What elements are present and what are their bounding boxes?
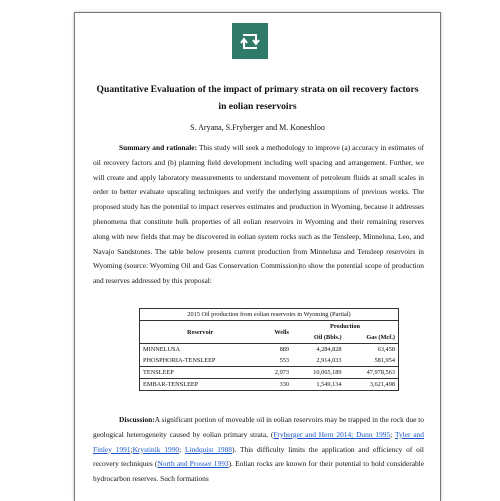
cell-reservoir: MINNELUSA: [140, 344, 261, 356]
summary-text: This study will seek a methodology to improve (a) accuracy in estimates of oil recovery factors and (b) planning field development including well spacing and arrangement. Further, we will create and apply laboratory measurements to understand movement of petroleum fluids at small scales in order to better evaluate upscaling techniques and verify the underlying assumptions of previous works. The proposed study has the potential to impact reserves estimates and production in Wyoming, because it addresses phenomena that constitute bulk properties of all eolian reservoirs in Wyoming and their remaining reserves along with new fields that may be discovered in eolian system rocks such as the Tensleep, Minnelusa, Leo, and Navajo Sandstones. The table below presents current production from Minnelusa and Tensleep reservoirs in Wyoming (source: Wyoming Oil and Gas Conservation Commission)to show the potential scope of production and reserves addressed by this proposal:: [93, 143, 424, 286]
author-list: S. Aryana, S.Fryberger and M. Koneshloo: [190, 123, 325, 132]
refresh-arrows-icon: [232, 23, 268, 59]
table-caption: 2015 Oil production from eolian reservoirs in Wyoming (Partial): [140, 309, 399, 321]
paper-title: Quantitative Evaluation of the impact of primary strata on oil recovery factors in eolian reservoirs: [96, 84, 419, 112]
discussion-text: ). Eolian rocks are known for their potential to hold considerable hydrocarbon reserves. Such formations: [93, 459, 425, 484]
production-table: [139, 308, 399, 391]
cell-oil: 2,914,033: [292, 355, 345, 367]
discussion-text: ;: [130, 444, 133, 454]
cell-wells: 553: [260, 355, 292, 367]
header-gas: Gas (Mcf.): [345, 332, 399, 344]
table-row: [140, 344, 399, 356]
summary-heading: Summary and rationale:: [119, 143, 198, 152]
cell-wells: 2,973: [260, 367, 292, 379]
header-oil: Oil (Bbls.): [292, 332, 345, 344]
cell-oil: 1,549,134: [292, 379, 345, 391]
header-reservoir: Reservoir: [140, 321, 261, 344]
cell-oil: 10,065,189: [292, 367, 345, 379]
cell-gas: 47,978,563: [345, 367, 399, 379]
cell-reservoir: EMBAR-TENSLEEP: [140, 379, 261, 391]
header-wells: Wells: [260, 321, 292, 344]
table-row: [140, 379, 399, 391]
document-page: [74, 12, 441, 501]
discussion-heading: Discussion:: [119, 415, 155, 424]
table-row: [140, 367, 399, 379]
cell-gas: 3,621,498: [345, 379, 399, 391]
citation-link[interactable]: North and Prosser 1993: [157, 459, 229, 469]
cell-wells: 889: [279, 346, 290, 353]
cell-wells: 330: [260, 379, 292, 391]
citation-link[interactable]: Tyler and Finley 1991: [93, 429, 424, 454]
summary-paragraph: [93, 141, 424, 289]
header-production: Production: [292, 321, 398, 333]
discussion-text: ;: [390, 429, 395, 439]
cell-gas: 63,458: [345, 344, 399, 356]
citation-link[interactable]: Krystinik 1990: [132, 444, 180, 454]
logo: [232, 23, 268, 59]
citation-link[interactable]: Fryberger and Hern 2014; Dunn 1995: [273, 429, 391, 439]
table-row: [140, 355, 399, 367]
cell-gas: 581,954: [345, 355, 399, 367]
cell-reservoir: TENSLEEP: [140, 367, 261, 379]
discussion-text: ;: [179, 444, 186, 454]
discussion-text: A significant portion of moveable oil in eolian reservoirs may be trapped in the rock due to geological heterogeneity caused by eolian primary strata, (: [93, 415, 424, 439]
citation-link[interactable]: Lindquist 1988: [185, 444, 232, 454]
cell-oil: 4,284,828: [316, 346, 342, 353]
cell-reservoir: PHOSPHORIA-TENSLEEP: [140, 355, 261, 367]
discussion-paragraph: [93, 413, 424, 487]
discussion-text: ). This difficulty limits the application and efficiency of oil recovery techniques (: [93, 444, 424, 469]
